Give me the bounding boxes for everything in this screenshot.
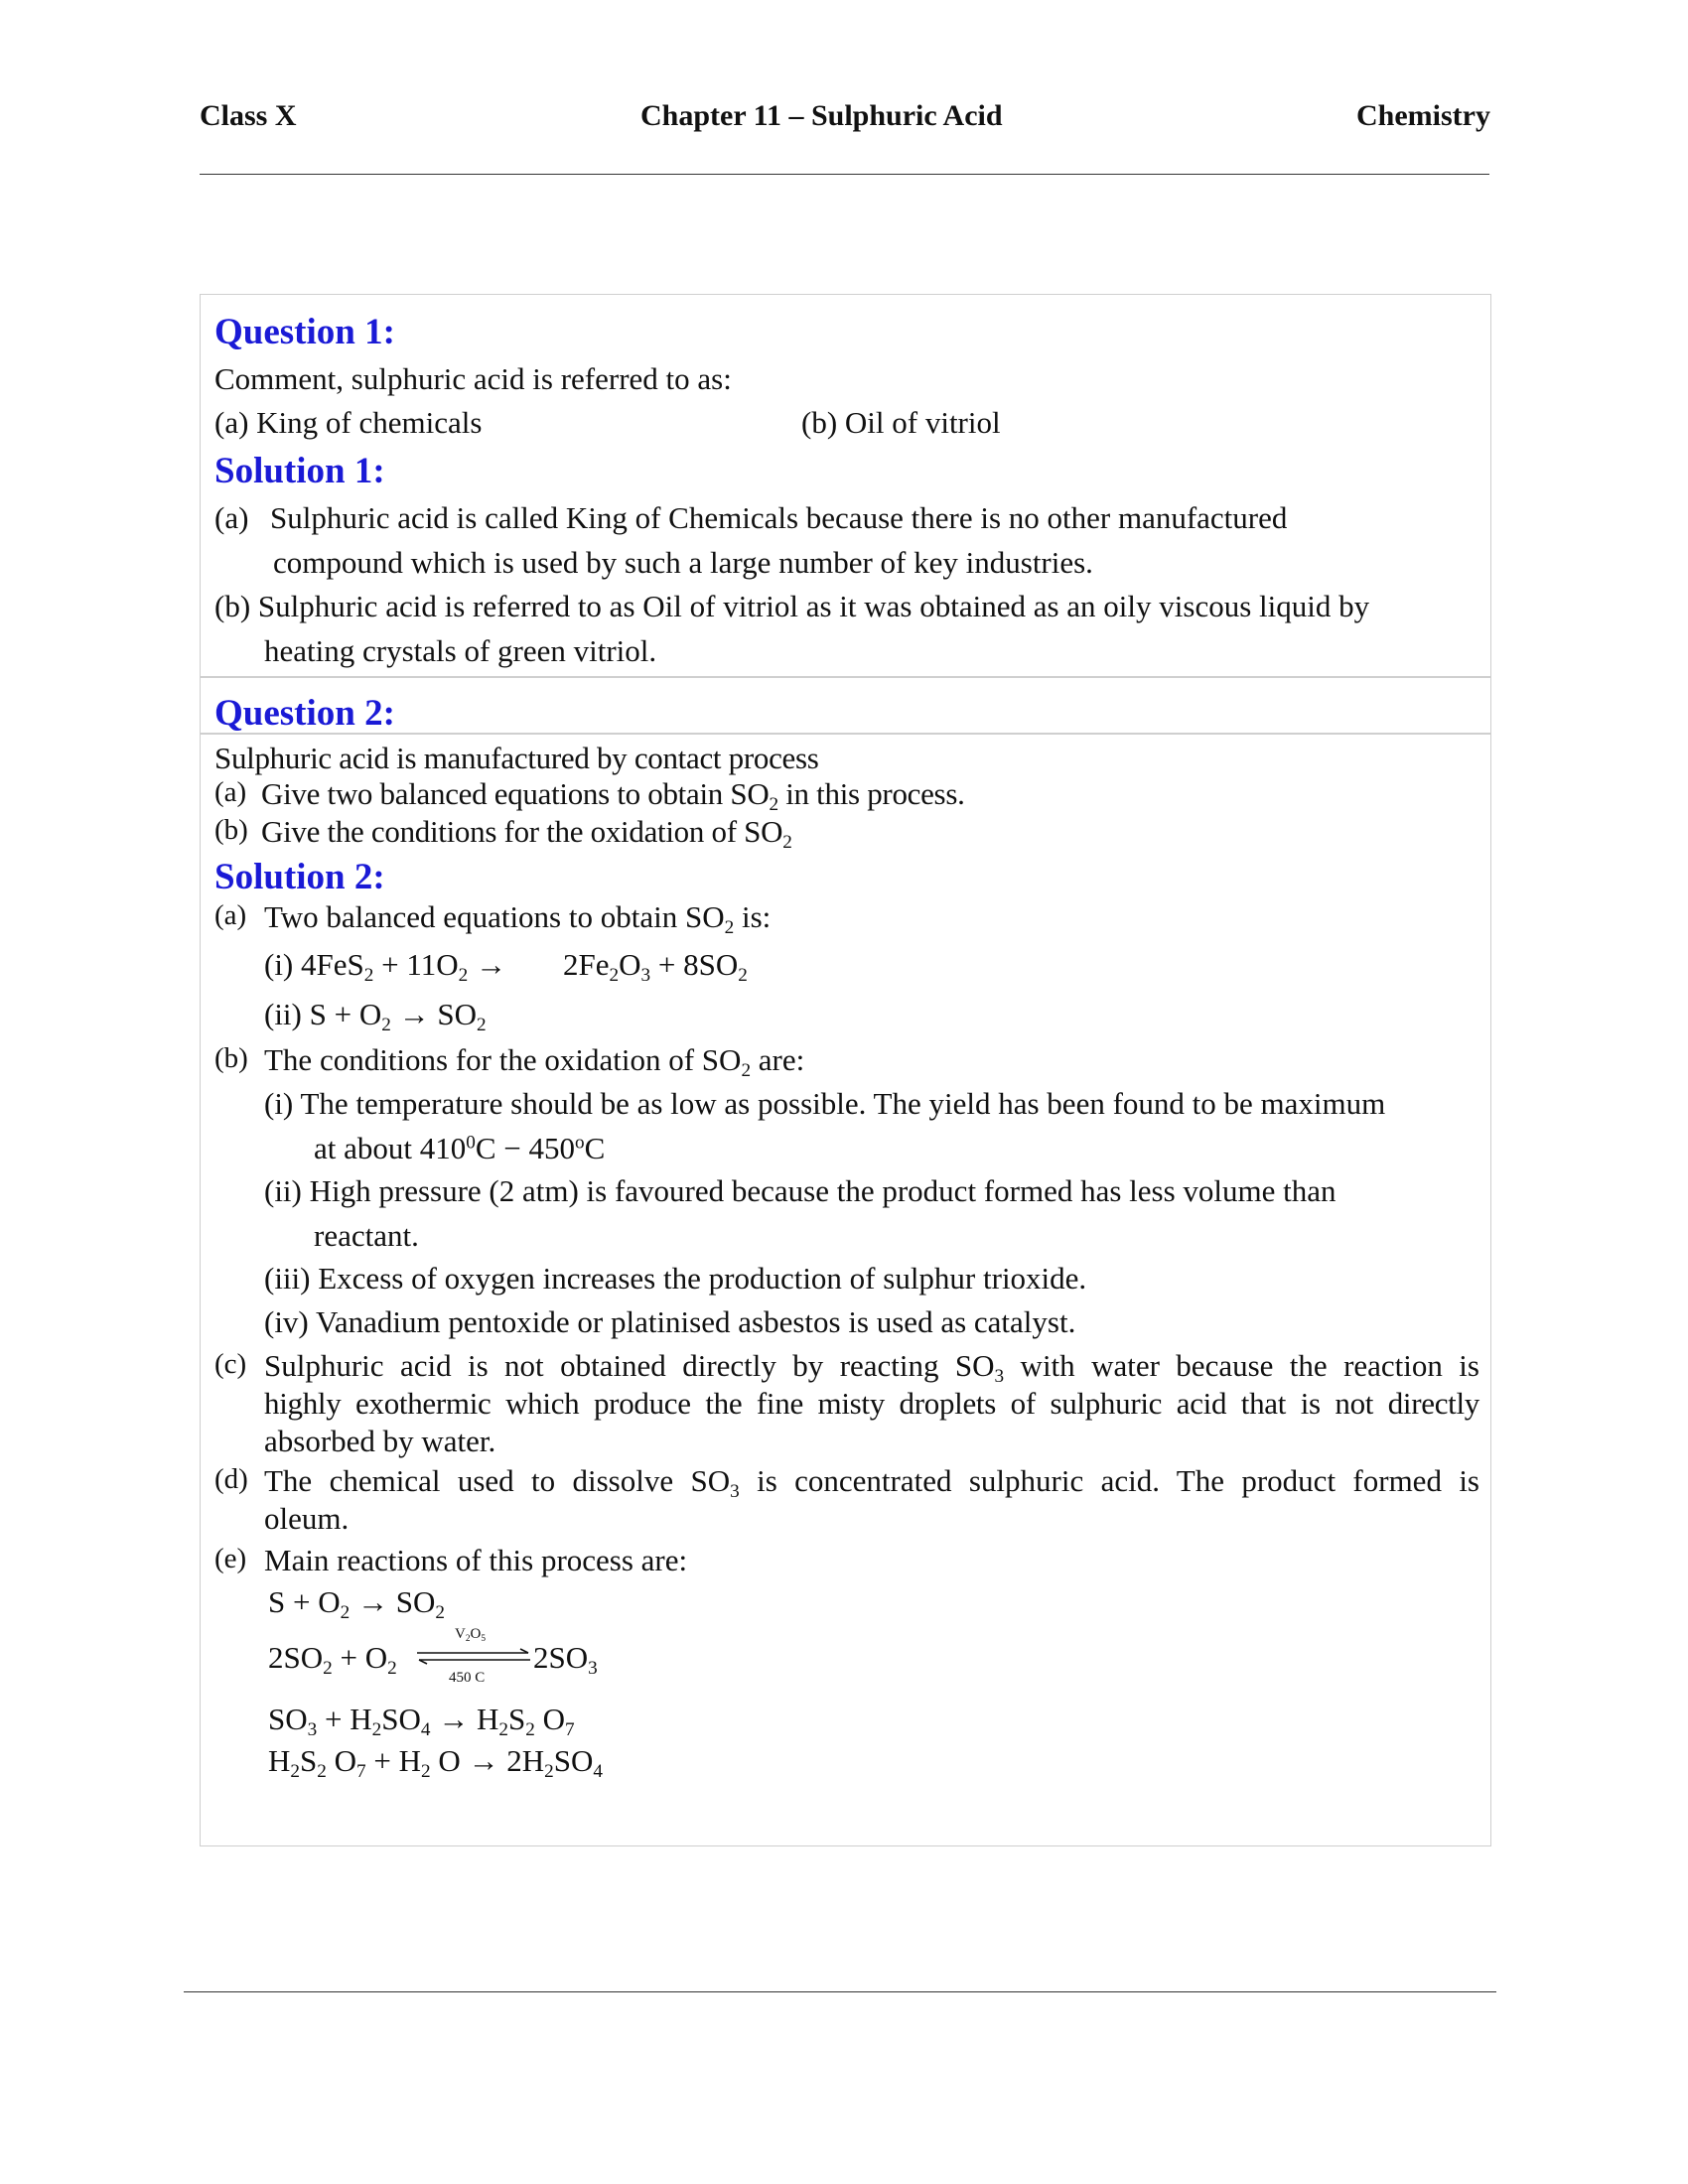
solution-2-heading: Solution 2:	[214, 857, 385, 897]
solution-2-a-label: (a)	[214, 899, 247, 931]
footer-divider	[184, 1991, 1496, 1992]
header-subject: Chemistry	[1356, 99, 1490, 132]
condition-ii-line-2: reactant.	[314, 1218, 419, 1253]
equation-i-left: (i) $4FeS_2 + 11O_2$ →	[264, 947, 506, 986]
solution-2-c-line-3: absorbed by water.	[264, 1424, 496, 1458]
reaction-2-catalyst: $V_2O_5$	[455, 1626, 486, 1644]
reaction-1: $S + O_2 \to SO_2$	[268, 1584, 445, 1623]
condition-ii-line-1: (ii) High pressure (2 atm) is favoured because the product formed has less volume than	[264, 1173, 1336, 1208]
solution-1-heading: Solution 1:	[214, 451, 385, 491]
solution-2-b-text: The conditions for the oxidation of $SO_2$ are:	[264, 1042, 805, 1081]
header-class: Class X	[200, 99, 297, 132]
question-2-prompt: Sulphuric acid is manufactured by contact process	[214, 741, 819, 775]
solution-2-c-line-2: highly exothermic which produce the fine misty droplets of sulphuric acid that is not directly	[264, 1386, 1479, 1421]
question-2-heading: Question 2:	[214, 693, 395, 734]
equation-i-right: $2Fe_2O_3 + 8SO_2$	[563, 947, 748, 986]
reaction-4: $H_2S_2$ $O_7 + H_2$ $O \to 2H_2SO_4$	[268, 1743, 603, 1782]
solution-1-a-label: (a)	[214, 500, 249, 535]
reaction-2-temperature: 450 C	[449, 1670, 486, 1686]
header-chapter-title: Chapter 11 – Sulphuric Acid	[640, 99, 1003, 132]
condition-iii: (iii) Excess of oxygen increases the production of sulphur trioxide.	[264, 1261, 1087, 1296]
reaction-2-left: $2SO_2 + O_2$	[268, 1640, 397, 1679]
condition-iv: (iv) Vanadium pentoxide or platinised asbestos is used as catalyst.	[264, 1304, 1076, 1339]
condition-i-line-1: (i) The temperature should be as low as possible. The yield has been found to be maximum	[264, 1086, 1386, 1121]
reaction-3: $SO_3 + H_2SO_4 \to H_2S_2$ $O_7$	[268, 1702, 575, 1740]
solution-2-d-line-1: The chemical used to dissolve $SO_3$ is concentrated sulphuric acid. The product formed is	[264, 1463, 1479, 1502]
solution-2-b-label: (b)	[214, 1042, 248, 1074]
equation-ii: (ii) $S + O_2 \to SO_2$	[264, 997, 487, 1035]
solution-2-c-label: (c)	[214, 1348, 247, 1380]
solution-2-e-text: Main reactions of this process are:	[264, 1543, 688, 1577]
reaction-2-right: $2SO_3$	[533, 1640, 598, 1679]
question-2-a-text: Give two balanced equations to obtain $SO_2$ in this process.	[261, 776, 965, 815]
solution-2-a-text: Two balanced equations to obtain $SO_2$ is:	[264, 899, 772, 938]
header-divider	[200, 174, 1489, 175]
condition-i-line-2: at about $410^0C - 450^oC$	[314, 1131, 606, 1165]
question-1-option-a: (a) King of chemicals	[214, 405, 483, 440]
solution-1-b-line-1: (b) Sulphuric acid is referred to as Oil of vitriol as it was obtained as an oily viscous liquid by	[214, 589, 1370, 623]
solution-2-d-label: (d)	[214, 1463, 248, 1495]
solution-2-e-label: (e)	[214, 1543, 247, 1574]
solution-2-c-line-1: Sulphuric acid is not obtained directly by reacting $SO_3$ with water because the reaction is	[264, 1348, 1479, 1387]
equilibrium-arrow-icon	[415, 1648, 532, 1666]
question-1-heading: Question 1:	[214, 312, 395, 352]
solution-2-d-line-2: oleum.	[264, 1501, 350, 1536]
question-2-b-text: Give the conditions for the oxidation of $SO_2$	[261, 814, 792, 853]
question-1-option-b: (b) Oil of vitriol	[801, 405, 1001, 440]
question-2-b-label: (b)	[214, 814, 248, 846]
solution-1-a-line-1: Sulphuric acid is called King of Chemicals because there is no other manufactured	[270, 500, 1288, 535]
solution-1-b-line-2: heating crystals of green vitriol.	[264, 633, 657, 668]
question-2-a-label: (a)	[214, 776, 247, 808]
question-1-prompt: Comment, sulphuric acid is referred to as:	[214, 361, 732, 396]
solution-1-a-line-2: compound which is used by such a large number of key industries.	[273, 545, 1093, 580]
